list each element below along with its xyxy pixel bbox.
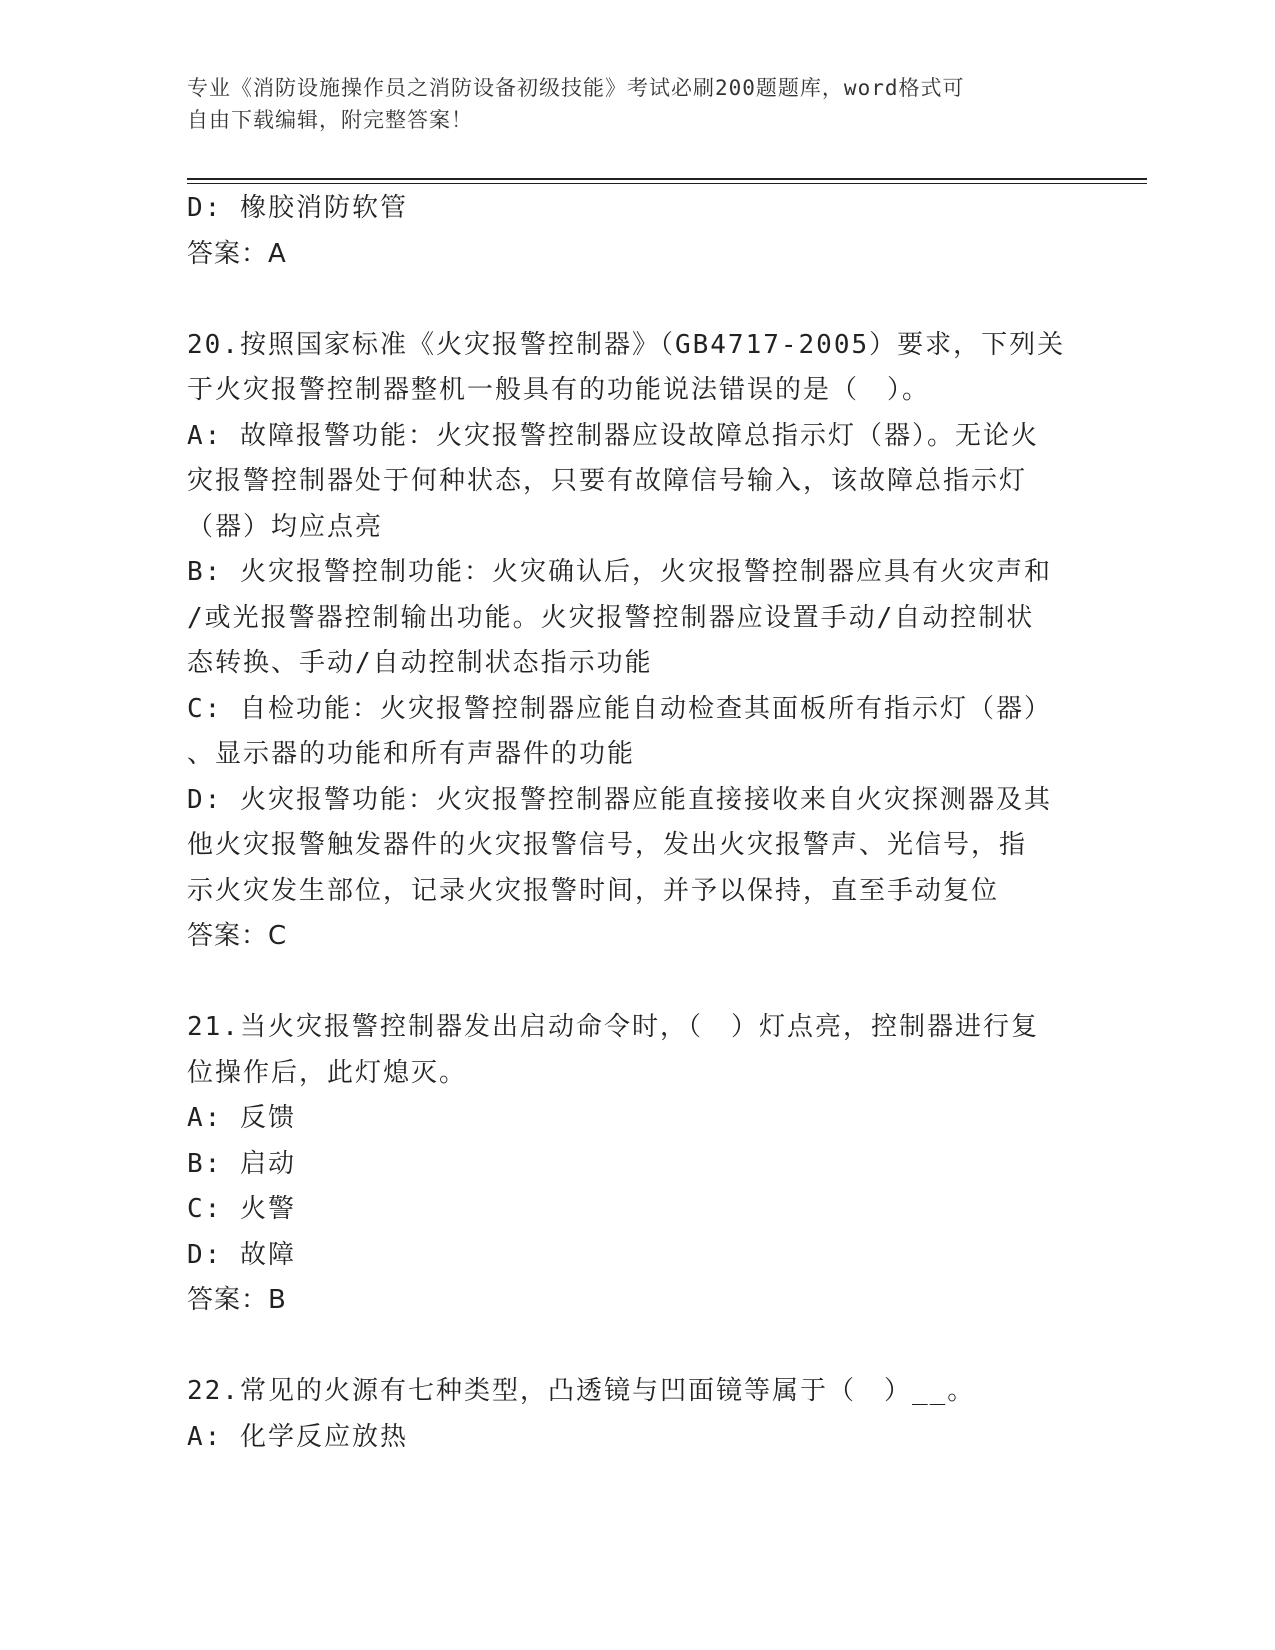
- q20-option-b-line-1: B: 火灾报警控制功能：火灾确认后，火灾报警控制器应具有火灾声和: [187, 557, 1052, 587]
- q21-option-b: B: 启动: [187, 1148, 296, 1179]
- header-divider-thin: [187, 183, 1147, 184]
- document-header: [187, 72, 1067, 136]
- q20-option-c-line-2: 、显示器的功能和所有声器件的功能: [187, 739, 636, 769]
- prev-option-d: D: 橡胶消防软管: [187, 193, 408, 223]
- q21-answer: 答案：B: [187, 1285, 287, 1315]
- header-line-1: 专业《消防设施操作员之消防设备初级技能》考试必刷200题题库，word格式可: [187, 76, 965, 100]
- spacer: [187, 277, 1067, 323]
- question-content: [187, 186, 1067, 1460]
- question-20: [187, 323, 1067, 960]
- header-line-2: 自由下载编辑，附完整答案！: [187, 108, 473, 132]
- q20-option-d-line-2: 他火灾报警触发器件的火灾报警信号，发出火灾报警声、光信号，指: [187, 830, 1028, 860]
- q21-option-a: A: 反馈: [187, 1103, 296, 1133]
- q21-stem-line-2: 位操作后，此灯熄灭。: [187, 1057, 468, 1088]
- prev-answer: 答案：A: [187, 238, 287, 269]
- q20-option-b-line-2: /或光报警器控制输出功能。火灾报警控制器应设置手动/自动控制状: [187, 602, 1035, 633]
- q20-option-b-line-3: 态转换、手动/自动控制状态指示功能: [187, 648, 653, 678]
- q20-option-d-line-1: D: 火灾报警功能：火灾报警控制器应能直接接收来自火灾探测器及其: [187, 784, 1052, 815]
- q20-option-c-line-1: C: 自检功能：火灾报警控制器应能自动检查其面板所有指示灯（器）: [187, 693, 1052, 724]
- q20-option-a-line-2: 灾报警控制器处于何种状态，只要有故障信号输入，该故障总指示灯: [187, 466, 1028, 496]
- q20-option-a-line-1: A: 故障报警功能：火灾报警控制器应设故障总指示灯（器）。无论火: [187, 420, 1039, 451]
- q21-option-c: C: 火警: [187, 1194, 296, 1224]
- q20-option-a-line-3: （器）均应点亮: [187, 511, 384, 542]
- spacer: [187, 1324, 1067, 1370]
- q21-stem-line-1: 21.当火灾报警控制器发出启动命令时，（ ）灯点亮，控制器进行复: [187, 1012, 1039, 1042]
- q20-stem-line-2: 于火灾报警控制器整机一般具有的功能说法错误的是（ ）。: [187, 375, 931, 405]
- header-divider-thick: [187, 178, 1147, 180]
- q20-option-d-line-3: 示火灾发生部位，记录火灾报警时间，并予以保持，直至手动复位: [187, 875, 1000, 906]
- question-21: [187, 1005, 1067, 1324]
- q22-option-a: A: 化学反应放热: [187, 1421, 408, 1452]
- q21-option-d: D: 故障: [187, 1239, 296, 1270]
- q20-answer: 答案：C: [187, 921, 288, 951]
- q22-stem-line-1: 22.常见的火源有七种类型，凸透镜与凹面镜等属于（ ）__。: [187, 1376, 976, 1406]
- spacer: [187, 960, 1067, 1006]
- question-22: [187, 1369, 1067, 1460]
- q20-stem-line-1: 20.按照国家标准《火灾报警控制器》（GB4717-2005）要求，下列关: [187, 329, 1066, 360]
